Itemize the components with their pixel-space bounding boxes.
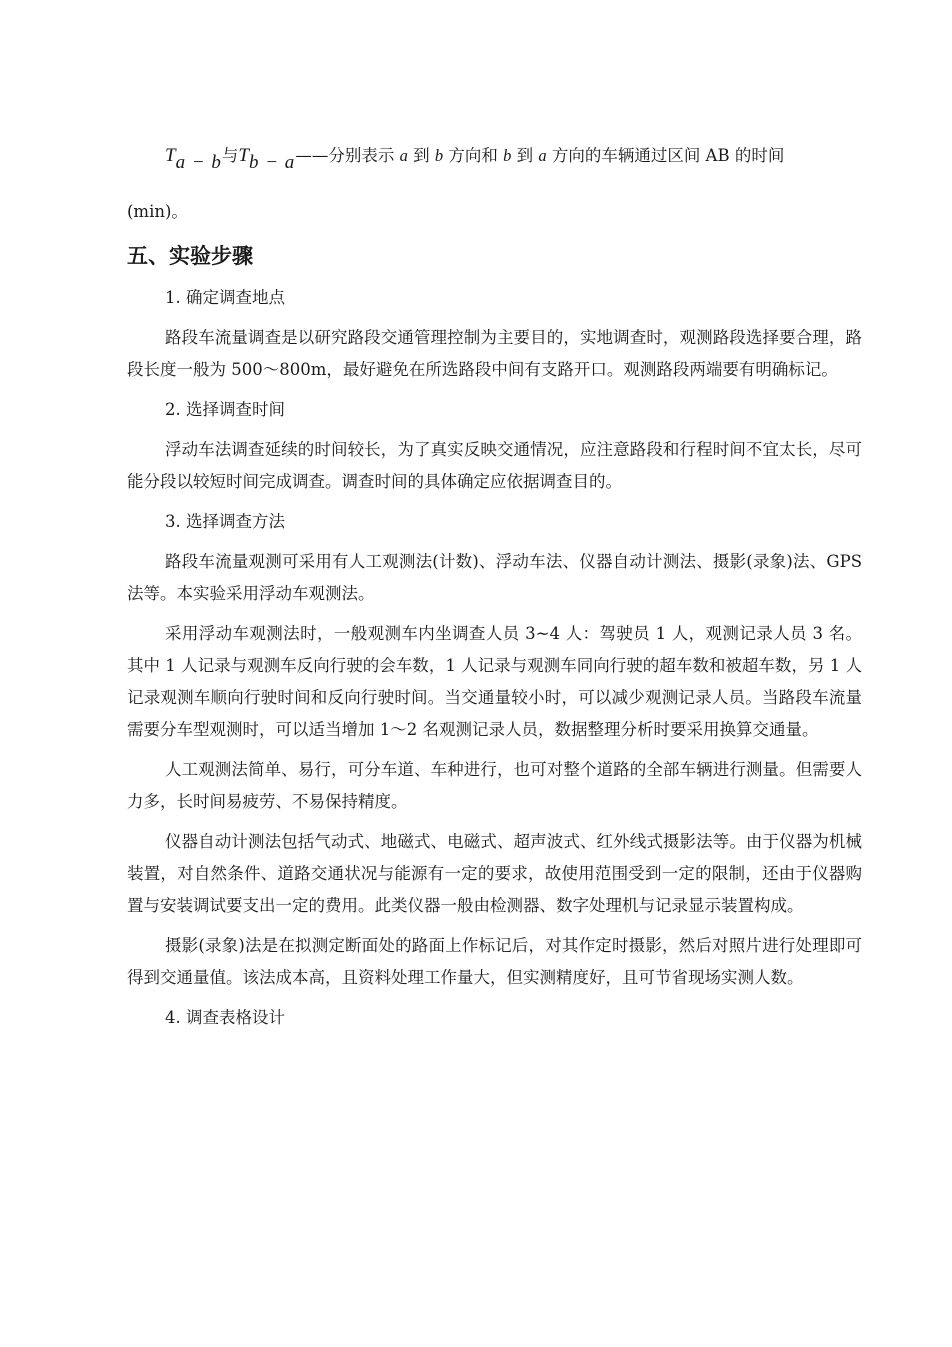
step-3-paragraph-photography: 摄影(录象)法是在拟测定断面处的路面上作标记后，对其作定时摄影，然后对照片进行处理即可得到交通量值。该法成本高，且资料处理工作量大，但实测精度好，且可节省现场实测人数。 bbox=[127, 936, 862, 987]
formula-dash-text: ——分别表示 bbox=[295, 146, 395, 165]
formula-t1-subscript: a − b bbox=[175, 152, 222, 173]
step-3-paragraph-manual: 人工观测法简单、易行，可分车道、车种进行，也可对整个道路的全部车辆进行测量。但需要人力多，长时间易疲劳、不易保持精度。 bbox=[127, 760, 862, 811]
section-heading: 五、实验步骤 bbox=[127, 244, 253, 268]
formula-word-2: 方向和 bbox=[448, 146, 498, 165]
step-3-paragraph-floating-car: 采用浮动车观测法时，一般观测车内坐调查人员 3~4 人：驾驶员 1 人，观测记录人员 3 名。其中 1 人记录与观测车反向行驶的会车数，1 人记录与观测车同向行驶的超车数和被超车数，另 1 人记录观测车顺向行驶时间和反向行驶时间。当交通量较小时，可以减少观测记录人员。当路段车流量需要分车型观测时，可以适当增加 1～2 名观测记录人员，数据整理分析时要采用换算交通量。 bbox=[127, 624, 862, 739]
formula-word-1: 到 bbox=[413, 146, 430, 165]
formula-line bbox=[127, 140, 862, 172]
formula-t2: T bbox=[238, 145, 249, 166]
formula-var-b1: b bbox=[434, 146, 444, 165]
page-content bbox=[127, 135, 862, 1042]
formula-word-3: 到 bbox=[516, 146, 534, 165]
step-4-title: 4. 调查表格设计 bbox=[165, 1008, 285, 1027]
step-3-title: 3. 选择调查方法 bbox=[165, 512, 285, 531]
formula-t2-subscript: b − a bbox=[248, 152, 296, 173]
formula-word-4: 方向的车辆通过区间 AB 的时间 bbox=[551, 146, 785, 165]
formula-unit: (min)。 bbox=[127, 202, 188, 221]
step-1-paragraph: 路段车流量调查是以研究路段交通管理控制为主要目的，实地调查时，观测路段选择要合理，路段长度一般为 500～800m，最好避免在所选路段中间有支路开口。观测路段两端要有明确标记。 bbox=[127, 328, 862, 379]
formula-var-a2: a bbox=[538, 146, 547, 165]
step-2-title: 2. 选择调查时间 bbox=[165, 400, 285, 419]
step-1-title: 1. 确定调查地点 bbox=[165, 288, 285, 307]
formula-var-b2: b bbox=[503, 146, 512, 165]
step-3-paragraph-methods: 路段车流量观测可采用有人工观测法(计数)、浮动车法、仪器自动计测法、摄影(录象)法、GPS 法等。本实验采用浮动车观测法。 bbox=[127, 552, 862, 603]
formula-joiner: 与 bbox=[221, 146, 239, 165]
step-2-paragraph: 浮动车法调查延续的时间较长，为了真实反映交通情况，应注意路段和行程时间不宜太长，尽可能分段以较短时间完成调查。调查时间的具体确定应依据调查目的。 bbox=[127, 440, 862, 491]
step-3-paragraph-instrument: 仪器自动计测法包括气动式、地磁式、电磁式、超声波式、红外线式摄影法等。由于仪器为机械装置，对自然条件、道路交通状况与能源有一定的要求，故使用范围受到一定的限制，还由于仪器购置与安装调试要支出一定的费用。此类仪器一般由检测器、数字处理机与记录显示装置构成。 bbox=[127, 832, 862, 915]
formula-t1: T bbox=[165, 145, 176, 166]
formula-var-a1: a bbox=[399, 146, 408, 165]
